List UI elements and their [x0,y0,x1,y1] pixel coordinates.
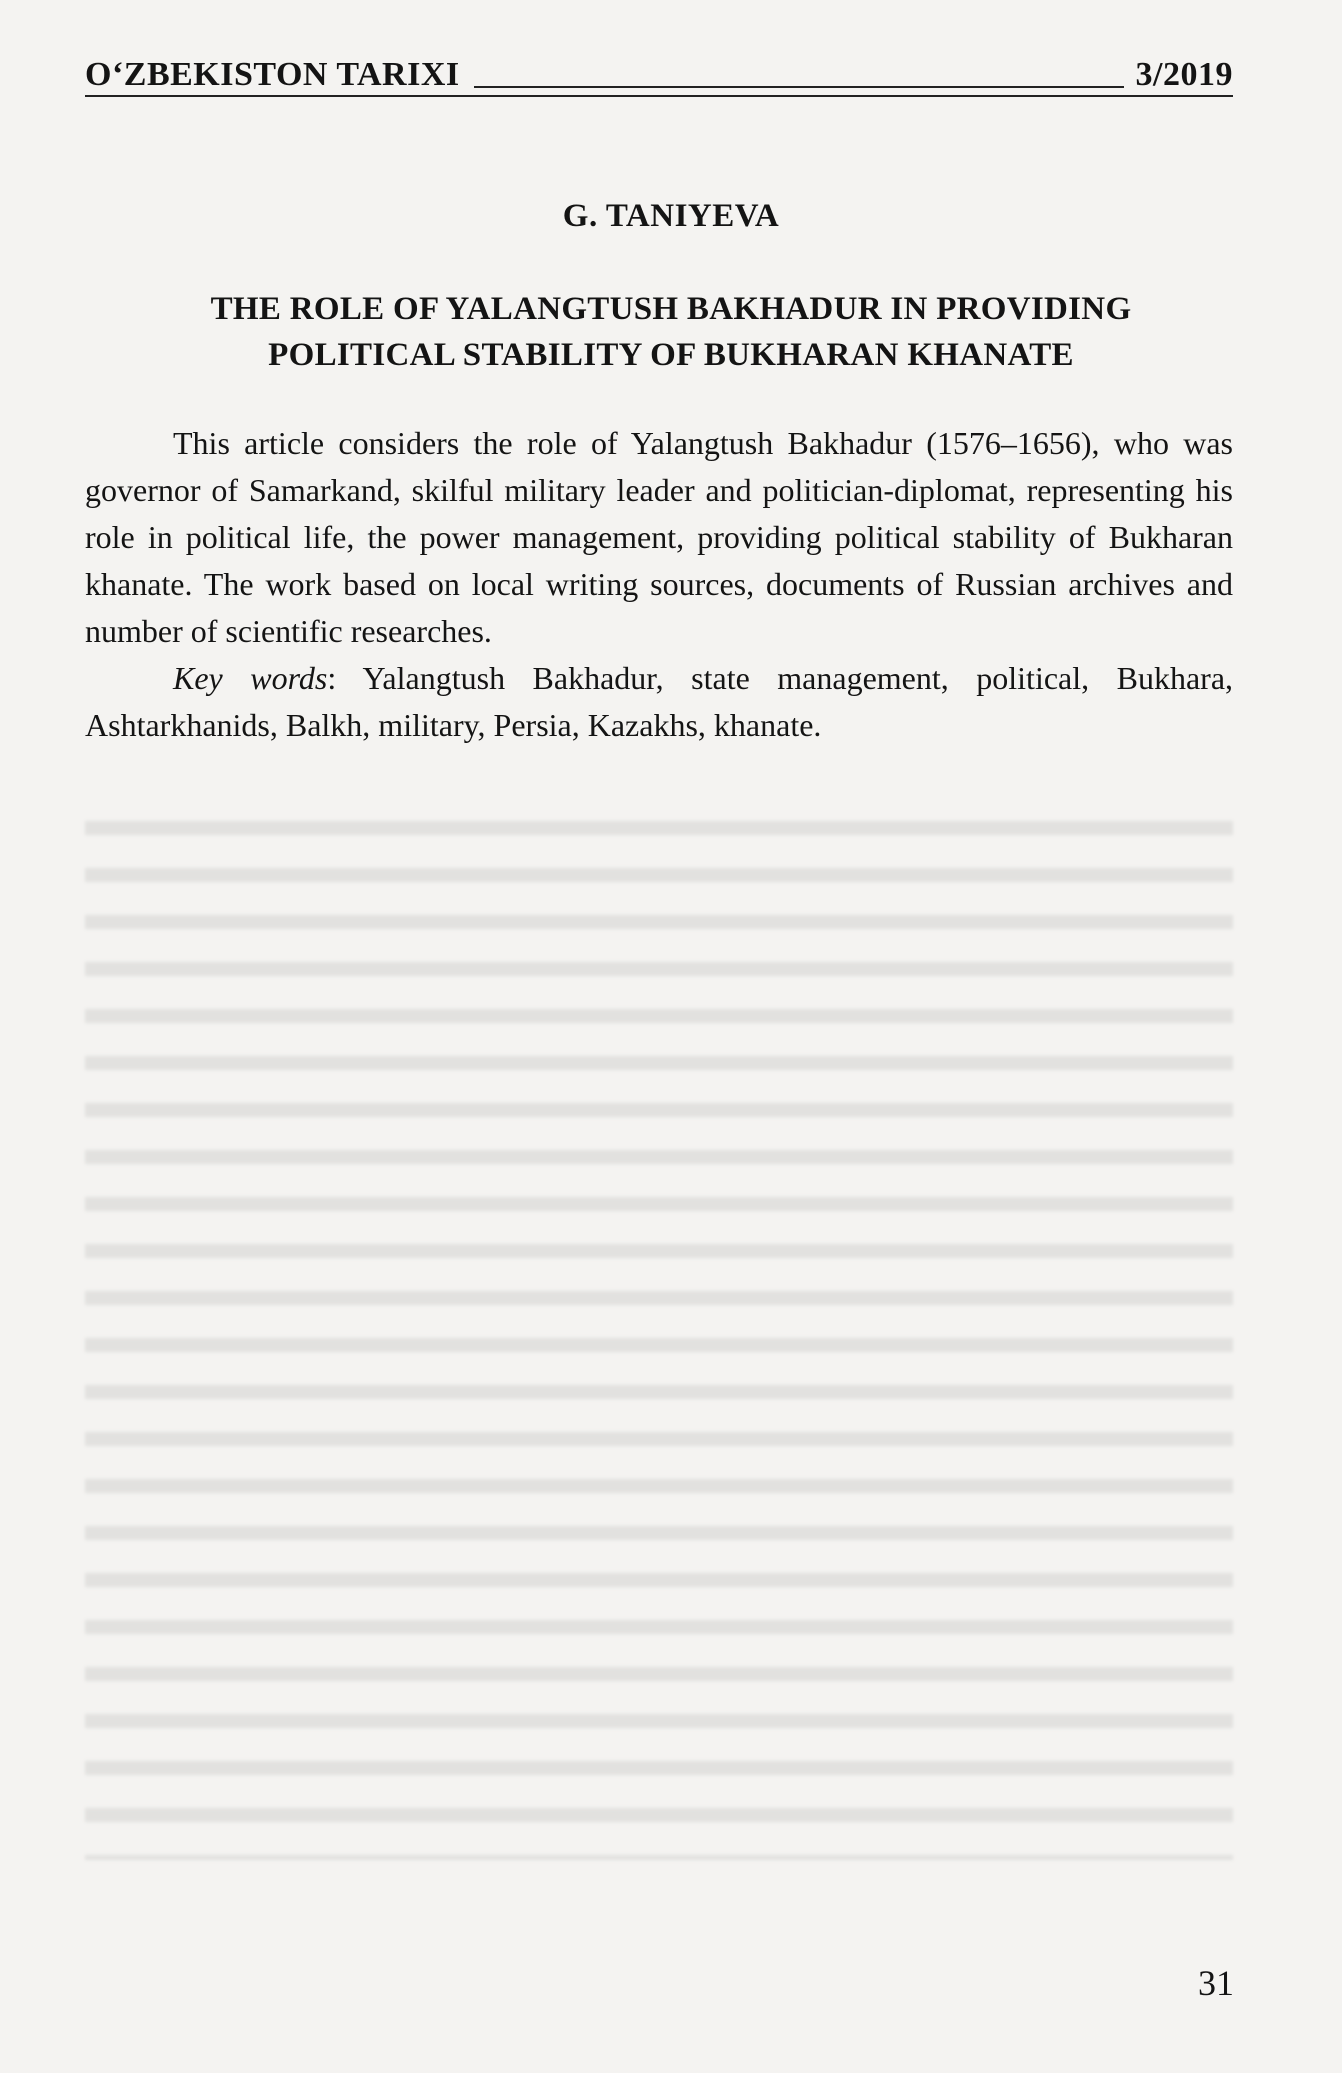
header-divider [85,95,1233,97]
article-title-line-2: POLITICAL STABILITY OF BUKHARAN KHANATE [268,337,1074,373]
article-title [60,286,1282,378]
keywords-label: Key words [173,660,328,696]
abstract-text: This article considers the role of Yalangtush Bakhadur (1576–1656), who was governor of Samarkand, skilful military leader and politician-diplomat, representing his role in political life, the power management, providing political stability of Bukharan khanate. The work based on local writing sources, documents of Russian archives and number of scientific researches. [85,425,1233,649]
header-rule [474,86,1124,88]
keywords-paragraph: Key words: Yalangtush Bakhadur, state management, political, Bukhara, Ashtarkhanids, Balkh, military, Persia, Kazakhs, khanate. [85,660,1234,743]
reverse-side-show-through [85,800,1233,1860]
issue-number: 3/2019 [1135,56,1233,93]
article-author: G. TANIYEVA [562,198,780,234]
page-number: 31 [1198,1963,1234,2003]
abstract-block [85,420,1233,749]
article-title-line-1: THE ROLE OF YALANGTUSH BAKHADUR IN PROVIDING [210,291,1132,327]
keywords-text: Yalangtush Bakhadur, state management, political, Bukhara, Ashtarkhanids, Balkh, military, Persia, Kazakhs, khanate. [85,660,1234,743]
running-header [85,44,1233,92]
journal-name: O‘ZBEKISTON TARIXI [85,56,460,93]
